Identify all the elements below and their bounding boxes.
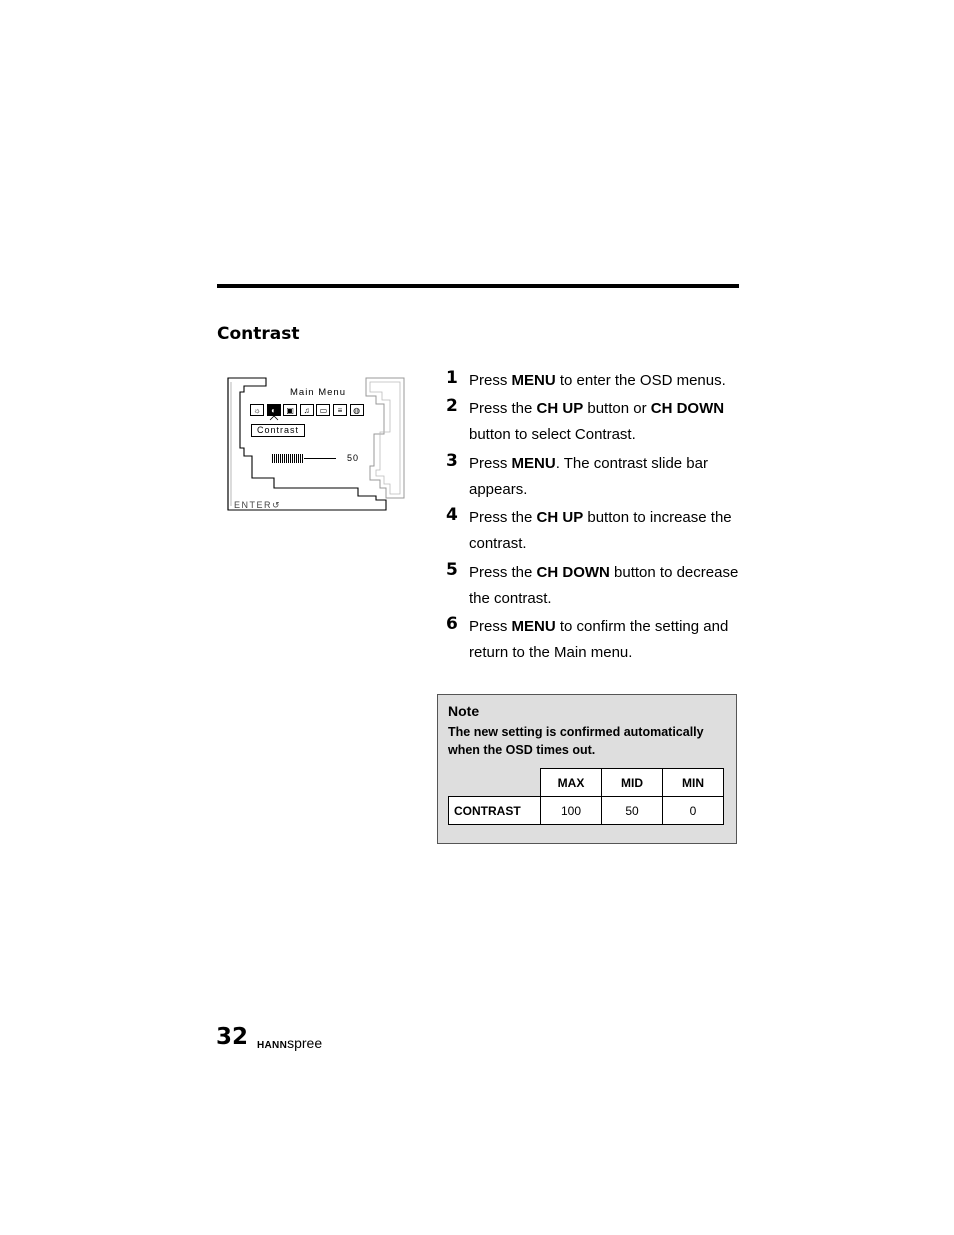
picture-icon: ▣ xyxy=(283,404,297,416)
step-keyword: CH DOWN xyxy=(650,400,725,418)
step-1 xyxy=(446,368,746,394)
contrast-icon: ◐ xyxy=(267,404,281,416)
osd-enter-label: ENTER xyxy=(234,500,273,510)
step-6 xyxy=(446,614,746,666)
osd-menu-title: Main Menu xyxy=(290,387,346,398)
step-number: 1 xyxy=(446,368,458,388)
step-number: 5 xyxy=(446,559,458,580)
osd-illustration xyxy=(224,374,410,516)
table-cell-mid: 50 xyxy=(602,797,663,825)
step-keyword: MENU xyxy=(511,617,556,635)
table-header-row xyxy=(449,769,724,797)
step-text: button to decrease the contrast. xyxy=(469,563,739,607)
contrast-values-table xyxy=(448,768,724,825)
step-number: 2 xyxy=(446,396,458,417)
step-number: 4 xyxy=(446,505,458,526)
language-icon: ◍ xyxy=(350,404,364,416)
table-header-max: MAX xyxy=(541,769,602,797)
step-text: Press the xyxy=(469,400,537,418)
step-text: Press the xyxy=(469,563,537,581)
tv-icon: ▭ xyxy=(316,404,330,416)
step-keyword: MENU xyxy=(511,372,556,389)
step-2 xyxy=(446,396,746,448)
table-cell-max: 100 xyxy=(541,797,602,825)
note-text: The new setting is confirmed automatically when the OSD times out. xyxy=(448,725,704,757)
step-text: to confirm the setting and return to the Main menu. xyxy=(469,617,729,661)
brand-strong: HANN xyxy=(257,1040,288,1051)
step-number: 6 xyxy=(446,613,458,634)
section-title: Contrast xyxy=(217,324,300,344)
step-5 xyxy=(446,560,746,612)
setup-icon: ≡ xyxy=(333,404,347,416)
brand-rest: spree xyxy=(287,1035,323,1051)
table-header-min: MIN xyxy=(663,769,724,797)
table-row xyxy=(449,797,724,825)
brand-logo xyxy=(257,1035,322,1051)
top-rule xyxy=(217,284,739,288)
step-4 xyxy=(446,505,746,557)
step-text: Press xyxy=(469,454,512,472)
step-text: Press the xyxy=(469,509,537,527)
step-text: Press xyxy=(469,617,512,635)
step-text: . The contrast slide bar appears. xyxy=(469,454,708,498)
step-number: 3 xyxy=(446,450,458,471)
enter-return-icon: ↺ xyxy=(272,500,282,510)
page-number: 32 xyxy=(216,1024,249,1050)
table-row-label: CONTRAST xyxy=(449,797,541,825)
step-text: Press xyxy=(469,372,512,389)
table-corner-cell xyxy=(449,769,541,797)
table-header-mid: MID xyxy=(602,769,663,797)
step-text: button to select Contrast. xyxy=(469,426,636,444)
step-keyword: CH UP xyxy=(536,400,584,418)
step-text: button or xyxy=(583,400,651,418)
instruction-steps xyxy=(446,368,746,668)
note-title: Note xyxy=(448,703,480,719)
osd-slider-value: 50 xyxy=(347,453,360,463)
step-3 xyxy=(446,451,746,503)
osd-enter-hint xyxy=(234,500,281,511)
osd-slider xyxy=(272,454,336,463)
osd-selected-label: Contrast xyxy=(251,424,305,437)
step-keyword: MENU xyxy=(511,454,556,472)
osd-icon-row xyxy=(250,404,382,418)
sound-icon: ♫ xyxy=(300,404,314,416)
note-box xyxy=(437,694,737,844)
osd-slider-fill xyxy=(272,454,304,463)
step-text: button to increase the contrast. xyxy=(469,509,732,553)
step-keyword: CH DOWN xyxy=(536,563,610,581)
step-text: to enter the OSD menus. xyxy=(555,372,726,389)
step-keyword: CH UP xyxy=(536,509,584,527)
brightness-icon: ☼ xyxy=(250,404,264,416)
table-cell-min: 0 xyxy=(663,797,724,825)
osd-slider-track xyxy=(304,458,336,459)
